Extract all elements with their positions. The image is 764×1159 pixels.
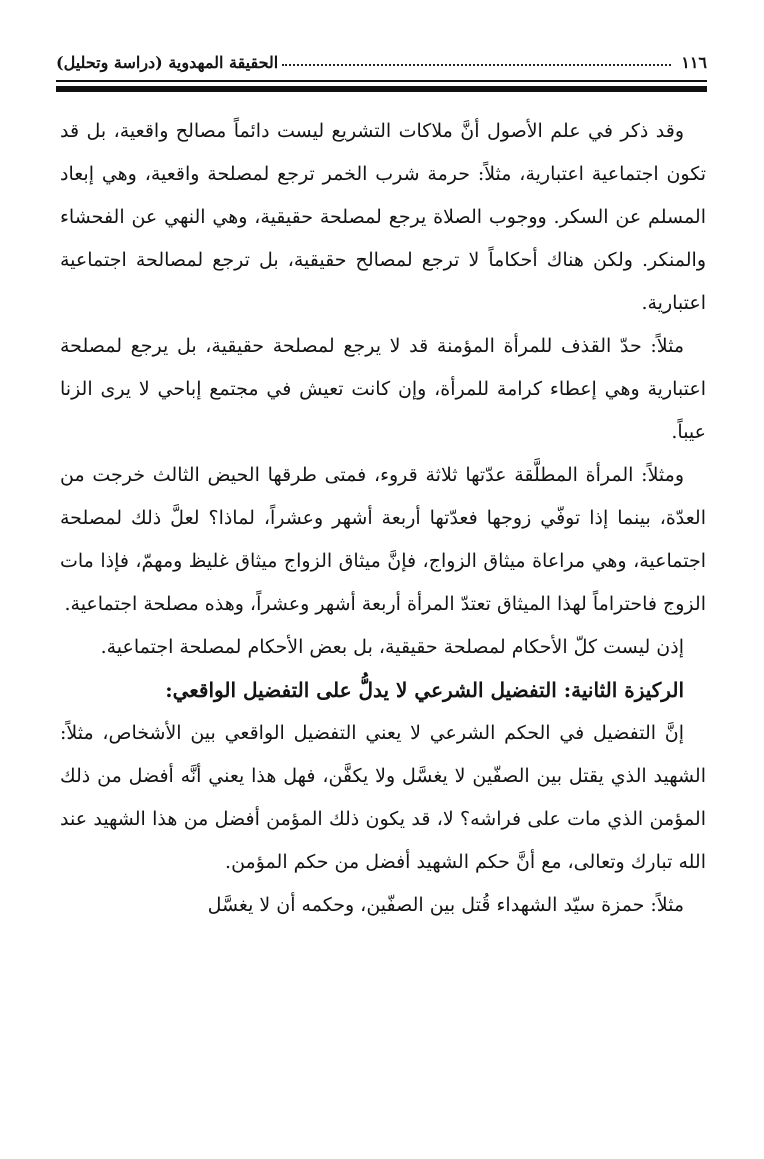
paragraph: مثلاً: حمزة سيّد الشهداء قُتل بين الصفّين، وحكمه أن لا يغسَّل bbox=[207, 894, 684, 916]
paragraph: ومثلاً: المرأة المطلَّقة عدّتها ثلاثة قروء، فمتى طرقها الحيض الثالث خرجت من العدّة، بينما إذا توفّي زوجها فعدّتها أربعة أشهر وعشراً، لماذا؟ لعلَّ ذلك لمصلحة اجتماعية، وهي مراعاة ميثاق الزواج، فإنَّ ميثاق الزواج ميثاق غليظ ومهمّ، فإذا مات الزوج فاحتراماً لهذا الميثاق تعتدّ المرأة أربعة أشهر وعشراً، وهذه مصلحة اجتماعية. bbox=[60, 464, 706, 615]
running-header bbox=[56, 44, 707, 72]
paragraph: إذن ليست كلّ الأحكام لمصلحة حقيقية، بل بعض الأحكام لمصلحة اجتماعية. bbox=[100, 636, 684, 658]
paragraph: وقد ذكر في علم الأصول أنَّ ملاكات التشريع ليست دائماً مصالح واقعية، بل قد تكون اجتماعية اعتبارية، مثلاً: حرمة شرب الخمر ترجع لمصلحة واقعية، وهي إبعاد المسلم عن السكر. ووجوب الصلاة يرجع لمصلحة حقيقية، وهي النهي عن الفحشاء والمنكر. ولكن هناك أحكاماً لا ترجع لمصالح حقيقية، بل ترجع لمصالحة اجتماعية اعتبارية. bbox=[60, 120, 706, 314]
running-title: الحقيقة المهدوية (دراسة وتحليل) bbox=[56, 53, 279, 72]
page-body bbox=[60, 110, 706, 927]
header-leader-dots bbox=[282, 63, 671, 66]
header-rule-thick bbox=[56, 86, 707, 92]
paragraph: إنَّ التفضيل في الحكم الشرعي لا يعني التفضيل الواقعي بين الأشخاص، مثلاً: الشهيد الذي يقتل بين الصفّين لا يغسَّل ولا يكفَّن، فهل هذا يعني أنَّه أفضل من ذلك المؤمن الذي مات على فراشه؟ لا، قد يكون ذلك المؤمن أفضل من هذا الشهيد عند الله تبارك وتعالى، مع أنَّ حكم الشهيد أفضل من حكم المؤمن. bbox=[60, 722, 706, 873]
page-number: ١١٦ bbox=[681, 53, 707, 72]
paragraph: مثلاً: حدّ القذف للمرأة المؤمنة قد لا يرجع لمصلحة حقيقية، بل يرجع لمصلحة اعتبارية وهي إعطاء كرامة للمرأة، وإن كانت تعيش في مجتمع إباحي لا يرى الزنا عيباً. bbox=[60, 335, 706, 443]
header-rule-thin bbox=[56, 80, 707, 82]
section-heading: الركيزة الثانية: التفضيل الشرعي لا يدلُّ على التفضيل الواقعي: bbox=[165, 678, 684, 702]
